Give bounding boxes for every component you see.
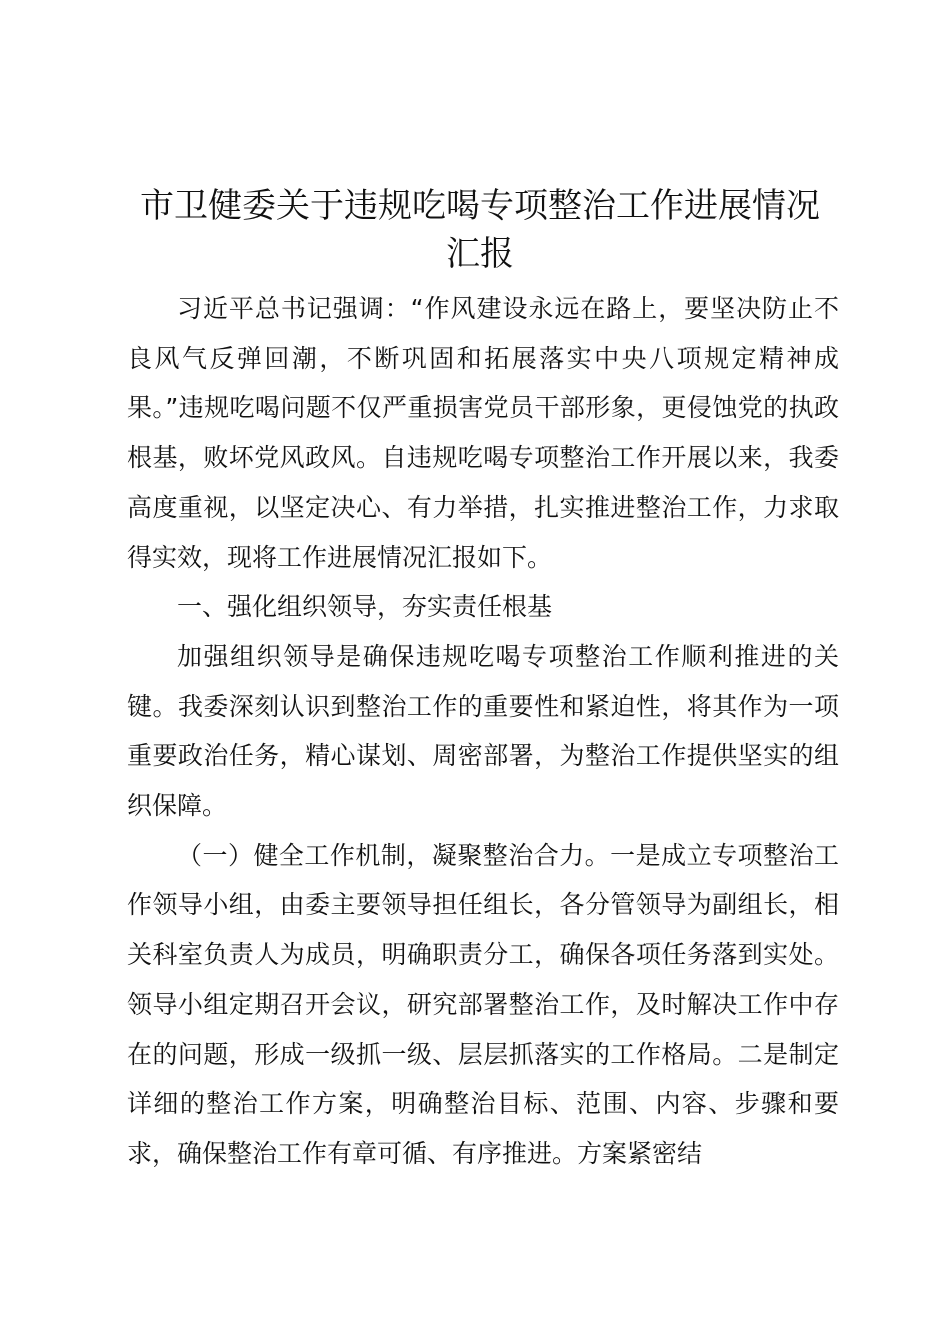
document-title bbox=[100, 182, 860, 278]
section-heading: 一、强化组织领导，夯实责任根基 bbox=[177, 592, 553, 622]
document-body bbox=[127, 284, 839, 1179]
title-line-2: 汇报 bbox=[446, 234, 514, 274]
body-paragraph: 加强组织领导是确保违规吃喝专项整治工作顺利推进的关键。我委深刻认识到整治工作的重要性和紧迫性，将其作为一项重要政治任务，精心谋划、周密部署，为整治工作提供坚实的组织保障。 bbox=[127, 641, 839, 821]
title-line-1: 市卫健委关于违规吃喝专项整治工作进展情况 bbox=[140, 186, 820, 226]
intro-paragraph: 习近平总书记强调：“作风建设永远在路上，要坚决防止不良风气反弹回潮，不断巩固和拓展落实中央八项规定精神成果。”违规吃喝问题不仅严重损害党员干部形象，更侵蚀党的执政根基，败坏党风政风。自违规吃喝专项整治工作开展以来，我委高度重视，以坚定决心、有力举措，扎实推进整治工作，力求取得实效，现将工作进展情况汇报如下。 bbox=[127, 294, 839, 572]
body-paragraph: （一）健全工作机制，凝聚整治合力。一是成立专项整治工作领导小组，由委主要领导担任组长，各分管领导为副组长，相关科室负责人为成员，明确职责分工，确保各项任务落到实处。领导小组定期召开会议，研究部署整治工作，及时解决工作中存在的问题，形成一级抓一级、层层抓落实的工作格局。二是制定详细的整治工作方案，明确整治目标、范围、内容、步骤和要求，确保整治工作有章可循、有序推进。方案紧密结 bbox=[127, 840, 839, 1168]
